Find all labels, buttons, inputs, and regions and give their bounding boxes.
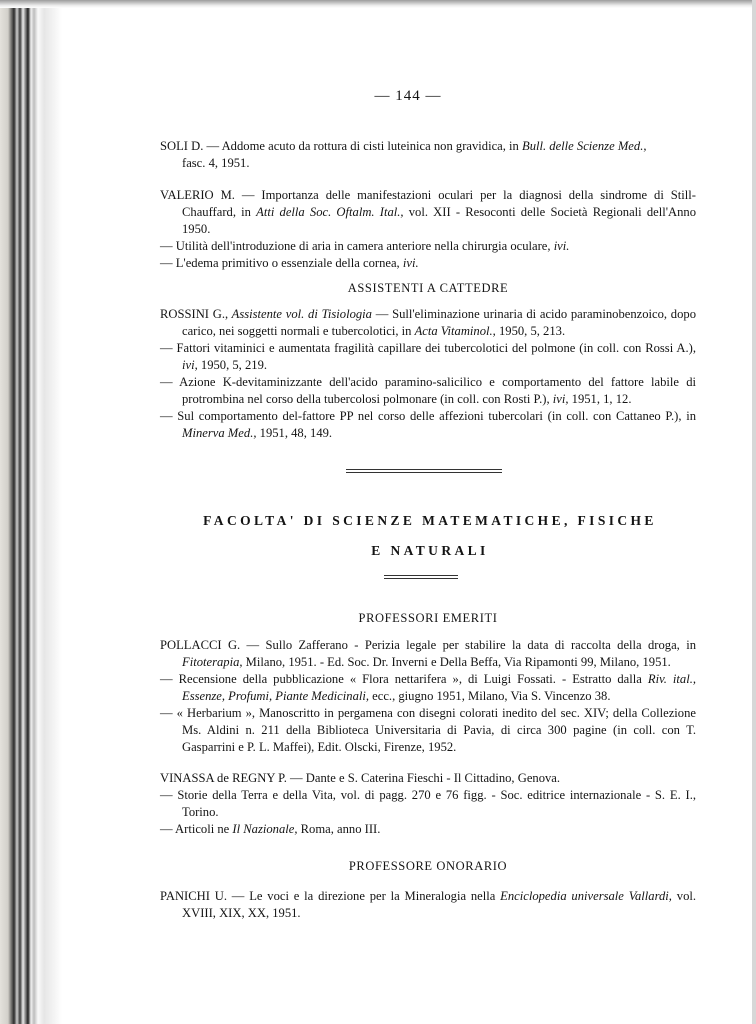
entry-valerio: VALERIO M. — Importanza delle manifestazioni oculari per la diagnosi della sindrome di Still-Chauffard, in Atti della Soc. Oftalm. Ital., vol. XII - Resoconti delle Società Regionali dell'Anno 1950. [160,188,696,236]
divider-rule [346,472,502,473]
bibliography-block-3 [160,637,696,838]
page-number: — 144 — [374,88,442,104]
section-heading-onorario: PROFESSORE ONORARIO [348,859,508,873]
entry-pollacci-3: — « Herbarium », Manoscritto in pergamena con disegni colorati inedito del sec. XIV; della Collezione Ms. Aldini n. 211 della Biblioteca Universitaria di Pavia, di circa 300 pagine (in coll. con T. Gasparrini e P. L. Maffei), Edit. Olscki, Firenze, 1952. [160,706,696,754]
entry-valerio-3: — L'edema primitivo o essenziale della cornea, ivi. [160,256,419,270]
entry-soli: SOLI D. — Addome acuto da rottura di cisti luteinica non gravidica, in Bull. delle Scienze Med., fasc. 4, 1951. [160,139,647,170]
divider-rule [346,469,502,470]
entry-vinassa-3: — Articoli ne Il Nazionale, Roma, anno III. [160,822,381,836]
entry-pollacci: POLLACCI G. — Sullo Zafferano - Perizia legale per stabilire la data di raccolta della droga, in Fitoterapia, Milano, 1951. - Ed. Soc. Dr. Inverni e Della Beffa, Via Ripamonti 99, Milano, 1951. [160,638,696,669]
section-heading-emeriti: PROFESSORI EMERITI [358,611,498,625]
divider-rule-short [384,575,458,576]
faculty-title-line-2: E NATURALI [371,543,489,558]
entry-pollacci-2: — Recensione della pubblicazione « Flora nettarifera », di Luigi Fossati. - Estratto dalla Riv. ital., Essenze, Profumi, Piante Medicinali, ecc., giugno 1951, Milano, Via S. Vincenzo 38. [160,672,696,703]
entry-vinassa-2: — Storie della Terra e della Vita, vol. di pagg. 270 e 76 figg. - Soc. editrice internazionale - S. E. I., Torino. [160,788,696,819]
entry-rossini-4: — Sul comportamento del-fattore PP nel corso delle affezioni tubercolari (in coll. con Cattaneo P.), in Minerva Med., 1951, 48, 149. [160,409,696,440]
book-binding-edge [0,0,62,1024]
entry-valerio-2: — Utilità dell'introduzione di aria in camera anteriore nella chirurgia oculare, ivi. [160,239,570,253]
bibliography-block-2 [160,306,696,442]
bibliography-block-1 [160,138,696,272]
entry-rossini-3: — Azione K-devitaminizzante dell'acido paramino-salicilico e comportamento del fattore labile di protrombina nel corso della tubercolosi polmonare (in coll. con Rosti P.), ivi, 1951, 1, 12. [160,375,696,406]
faculty-title-line-1: FACOLTA' DI SCIENZE MATEMATICHE, FISICHE [203,513,657,528]
entry-rossini-2: — Fattori vitaminici e aumentata fragilità capillare dei tubercolotici del polmone (in coll. con Rossi A.), ivi, 1950, 5, 219. [160,341,696,372]
scan-top-edge [0,0,756,8]
entry-panichi: PANICHI U. — Le voci e la direzione per la Mineralogia nella Enciclopedia universale Vallardi, vol. XVIII, XIX, XX, 1951. [160,889,697,920]
entry-vinassa: VINASSA de REGNY P. — Dante e S. Caterina Fieschi - Il Cittadino, Genova. [160,771,561,785]
bibliography-block-4 [160,888,696,922]
scan-right-edge [752,0,756,1024]
entry-rossini: ROSSINI G., Assistente vol. di Tisiologia — Sull'eliminazione urinaria di acido paraminobenzoico, dopo carico, nei soggetti normali e tubercolotici, in Acta Vitaminol., 1950, 5, 213. [160,307,696,338]
section-heading-assistenti: ASSISTENTI A CATTEDRE [347,281,509,295]
divider-rule-short [384,578,458,579]
